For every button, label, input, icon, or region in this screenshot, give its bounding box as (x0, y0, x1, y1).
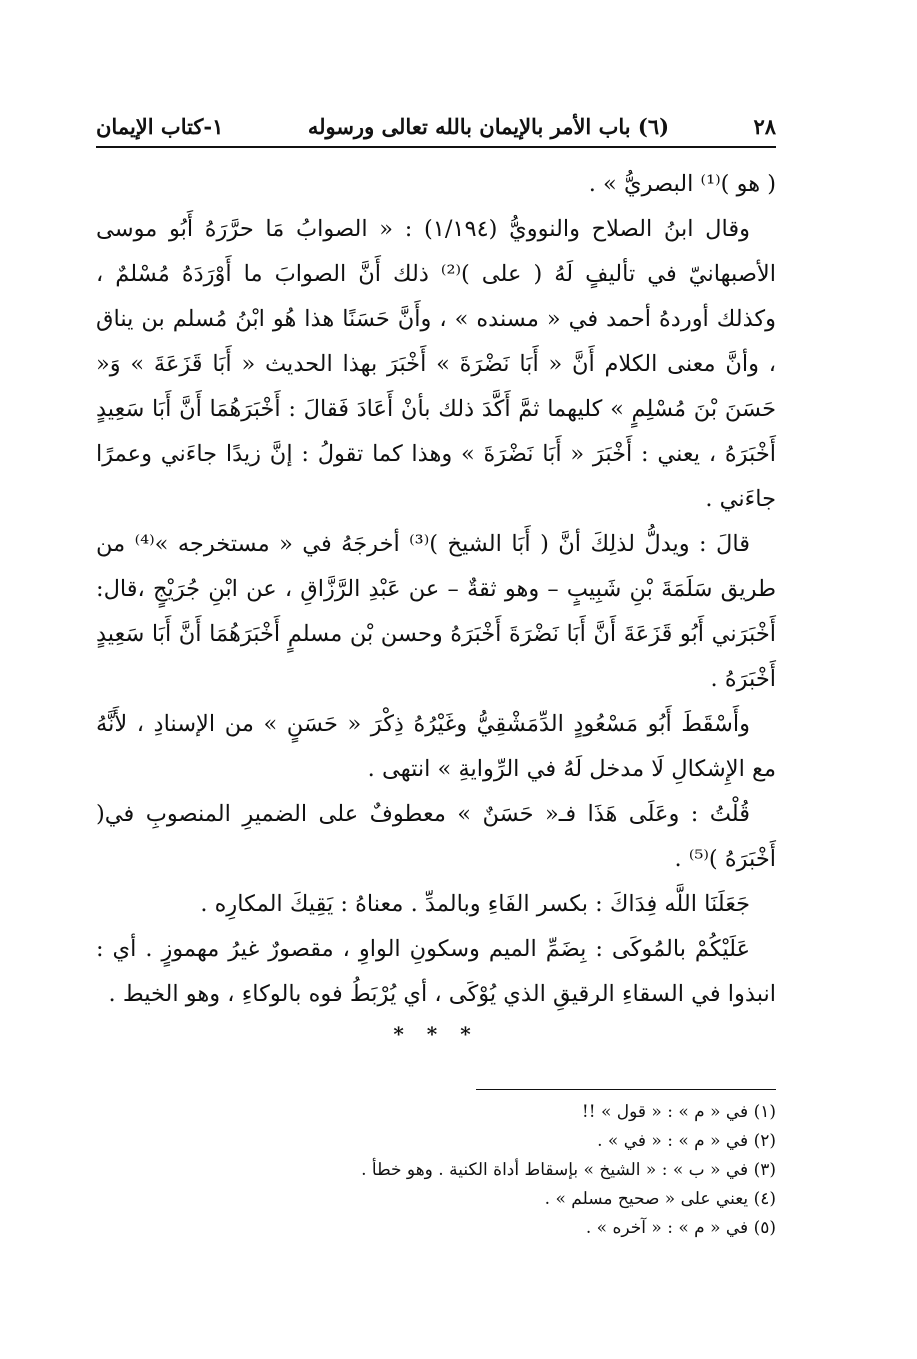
footnote-rule (476, 1089, 776, 1090)
book-page (96, 110, 776, 1243)
paragraph: وقال ابنُ الصلاح والنوويُّ (١/١٩٤) : « الصوابُ مَا حرَّرَهُ أَبُو موسى الأصبهانيّ في تأليفٍ لَهُ ( على )⁽²⁾ ذلك أَنَّ الصوابَ ما أَوْرَدَهُ مُسْلمٌ ، وكذلك أوردهُ أحمد في « مسنده » ، وأَنَّ حَسَنًا هذا هُو ابْنُ مُسلم بن يناق ، وأنَّ معنى الكلام أَنَّ « أَبَا نَضْرَةَ » أَخْبَرَ بهذا الحديث « أَبَا قَزَعَةَ » وَ« حَسَنَ بْنَ مُسْلِمٍ » كليهما ثمَّ أَكَّدَ ذلك بأنْ أَعَادَ فَقالَ : أَخْبَرَهُمَا أَنَّ أَبَا سَعِيدٍ أَخْبَرَهُ ، يعني : أَخْبَرَ « أَبَا نَضْرَةَ » وهذا كما تقولُ : إنَّ زيدًا جاءَني وعمرًا جاءَني . (96, 216, 777, 512)
section-separator: * * * (393, 1022, 479, 1046)
page-number: ٢٨ (753, 114, 776, 139)
paragraph: عَلَيْكُمْ بالمُوكَى : بِضَمِّ الميم وسكونِ الواوِ ، مقصورٌ غيرُ مهموزٍ . أي : انبذوا في السقاءِ الرقيقِ الذي يُوْكَى ، أي يُرْبَطُ فوه بالوكاءِ ، وهو الخيط . (96, 936, 776, 1007)
paragraph: قُلْتُ : وعَلَى هَذَا فـ« حَسَنٌ » معطوفٌ على الضميرِ المنصوبِ في( أَخْبَرَهُ )⁽⁵⁾ . (96, 801, 776, 872)
header-rule (96, 146, 776, 148)
book-title: ١-كتاب الإيمان (96, 114, 224, 139)
footnote: (٤) يعني على « صحيح مسلم » . (544, 1189, 776, 1209)
main-text (96, 162, 776, 1017)
chapter-title: (٦) باب الأمر بالإيمان بالله تعالى ورسوله (307, 114, 670, 139)
running-header (96, 110, 776, 144)
paragraph: ( هو )⁽¹⁾ البصريُّ » . (588, 171, 776, 197)
paragraph: قالَ : ويدلُّ لذلِكَ أنَّ ( أَبَا الشيخ )⁽³⁾ أخرجَهُ في « مستخرجه »⁽⁴⁾ من طريق سَلَمَةَ بْنِ شَبِيبٍ – وهو ثقةٌ – عن عَبْدِ الرَّزَّاقِ ، عن ابْنِ جُرَيْجٍ ،قال: أَخْبَرَني أَبُو قَزَعَةَ أَنَّ أَبَا نَضْرَةَ أَخْبَرَهُ وحسن بْن مسلمٍ أَخْبَرَهُمَا أَنَّ أَبَا سَعِيدٍ أَخْبَرَهُ . (96, 531, 776, 692)
footnote: (٥) في « م » : « آخره » . (585, 1218, 776, 1238)
paragraph: وأَسْقَطَ أَبُو مَسْعُودٍ الدِّمَشْقِيُّ وغَيْرُهُ ذِكْرَ « حَسَنٍ » من الإسنادِ ، لأَنَّهُ مع الإِشكالِ لَا مدخل لَهُ في الرِّوايةِ » انتهى . (96, 711, 776, 782)
footnote: (٣) في « ب » : « الشيخ » بإسقاط أداة الكنية . وهو خطأ . (361, 1160, 776, 1180)
footnotes (96, 1098, 776, 1243)
paragraph: جَعَلَنَا اللَّه فِدَاكَ : بكسر الفَاءِ وبالمدِّ . معناهُ : يَقِيكَ المكارِه . (200, 891, 750, 917)
footnote: (١) في « م » : « قول » !! (581, 1102, 776, 1122)
footnote: (٢) في « م » : « في » . (597, 1131, 776, 1151)
